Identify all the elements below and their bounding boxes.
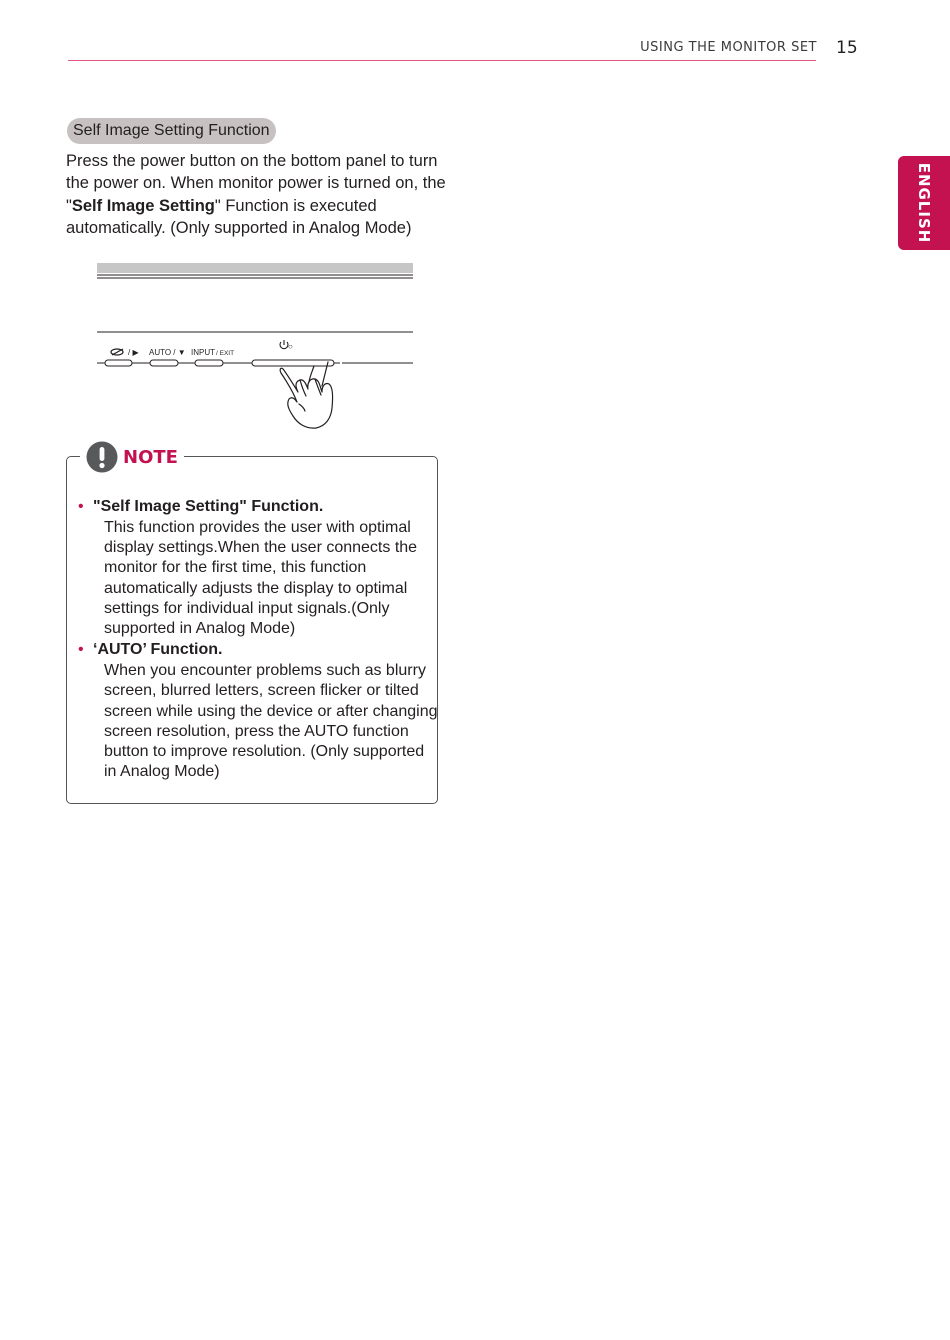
language-tab [898, 156, 950, 250]
note-item [78, 496, 438, 639]
bullet-point: • [78, 498, 84, 515]
note-item-body: When you encounter problems such as blurry screen, blurred letters, screen flicker or tilted screen while using the device or after changing screen resolution, press the AUTO function button to improve resolution. (Only supported in Analog Mode) [104, 662, 438, 781]
intro-paragraph [66, 150, 446, 239]
note-item-title: "Self Image Setting" Function. [93, 498, 324, 515]
hand-icon [280, 362, 332, 428]
exit-button-label: / EXIT [216, 350, 235, 357]
monitor-panel-illustration [90, 258, 430, 438]
input-exit-button[interactable] [195, 360, 223, 366]
bullet-point: • [78, 641, 84, 659]
intro-text-end: " Function is executed automatically. (Only supported in Analog Mode) [66, 196, 412, 237]
note-item-body: This function provides the user with optimal display settings.When the user connects the monitor for the first time, this function automatically adjusts the display to optimal settings for individual input signals.(Only supported in Analog Mode) [104, 519, 418, 638]
section-title-pill: Self Image Setting Function [67, 118, 276, 144]
header-section-title: USING THE MONITOR SET [640, 40, 817, 55]
panel-top-bar [97, 263, 413, 273]
note-label: NOTE [123, 446, 178, 468]
auto-button-label: AUTO / ▼ [149, 348, 186, 357]
intro-text-start: Press the power button on the bottom panel to turn the power on. When monitor power is turned on, the " [66, 152, 446, 215]
power-icon [280, 340, 288, 349]
note-list [78, 496, 438, 782]
power-button[interactable] [252, 360, 334, 366]
page-number: 15 [836, 38, 858, 58]
intro-bold-term: Self Image Setting [71, 196, 215, 215]
note-header [80, 440, 184, 474]
note-item [78, 639, 438, 782]
language-tab-label: ENGLISH [915, 162, 933, 244]
auto-button[interactable] [150, 360, 178, 366]
eco-button[interactable] [105, 360, 132, 366]
exclamation-icon [86, 441, 118, 473]
power-indicator: ○ [288, 342, 293, 351]
monitor-bottom-panel-figure [90, 258, 430, 438]
header-rule [68, 60, 816, 61]
input-button-label: INPUT [191, 348, 215, 357]
eco-button-label: / ▶ [128, 348, 139, 357]
eco-icon [111, 349, 123, 355]
note-item-title: ‘AUTO’ Function. [93, 641, 223, 659]
